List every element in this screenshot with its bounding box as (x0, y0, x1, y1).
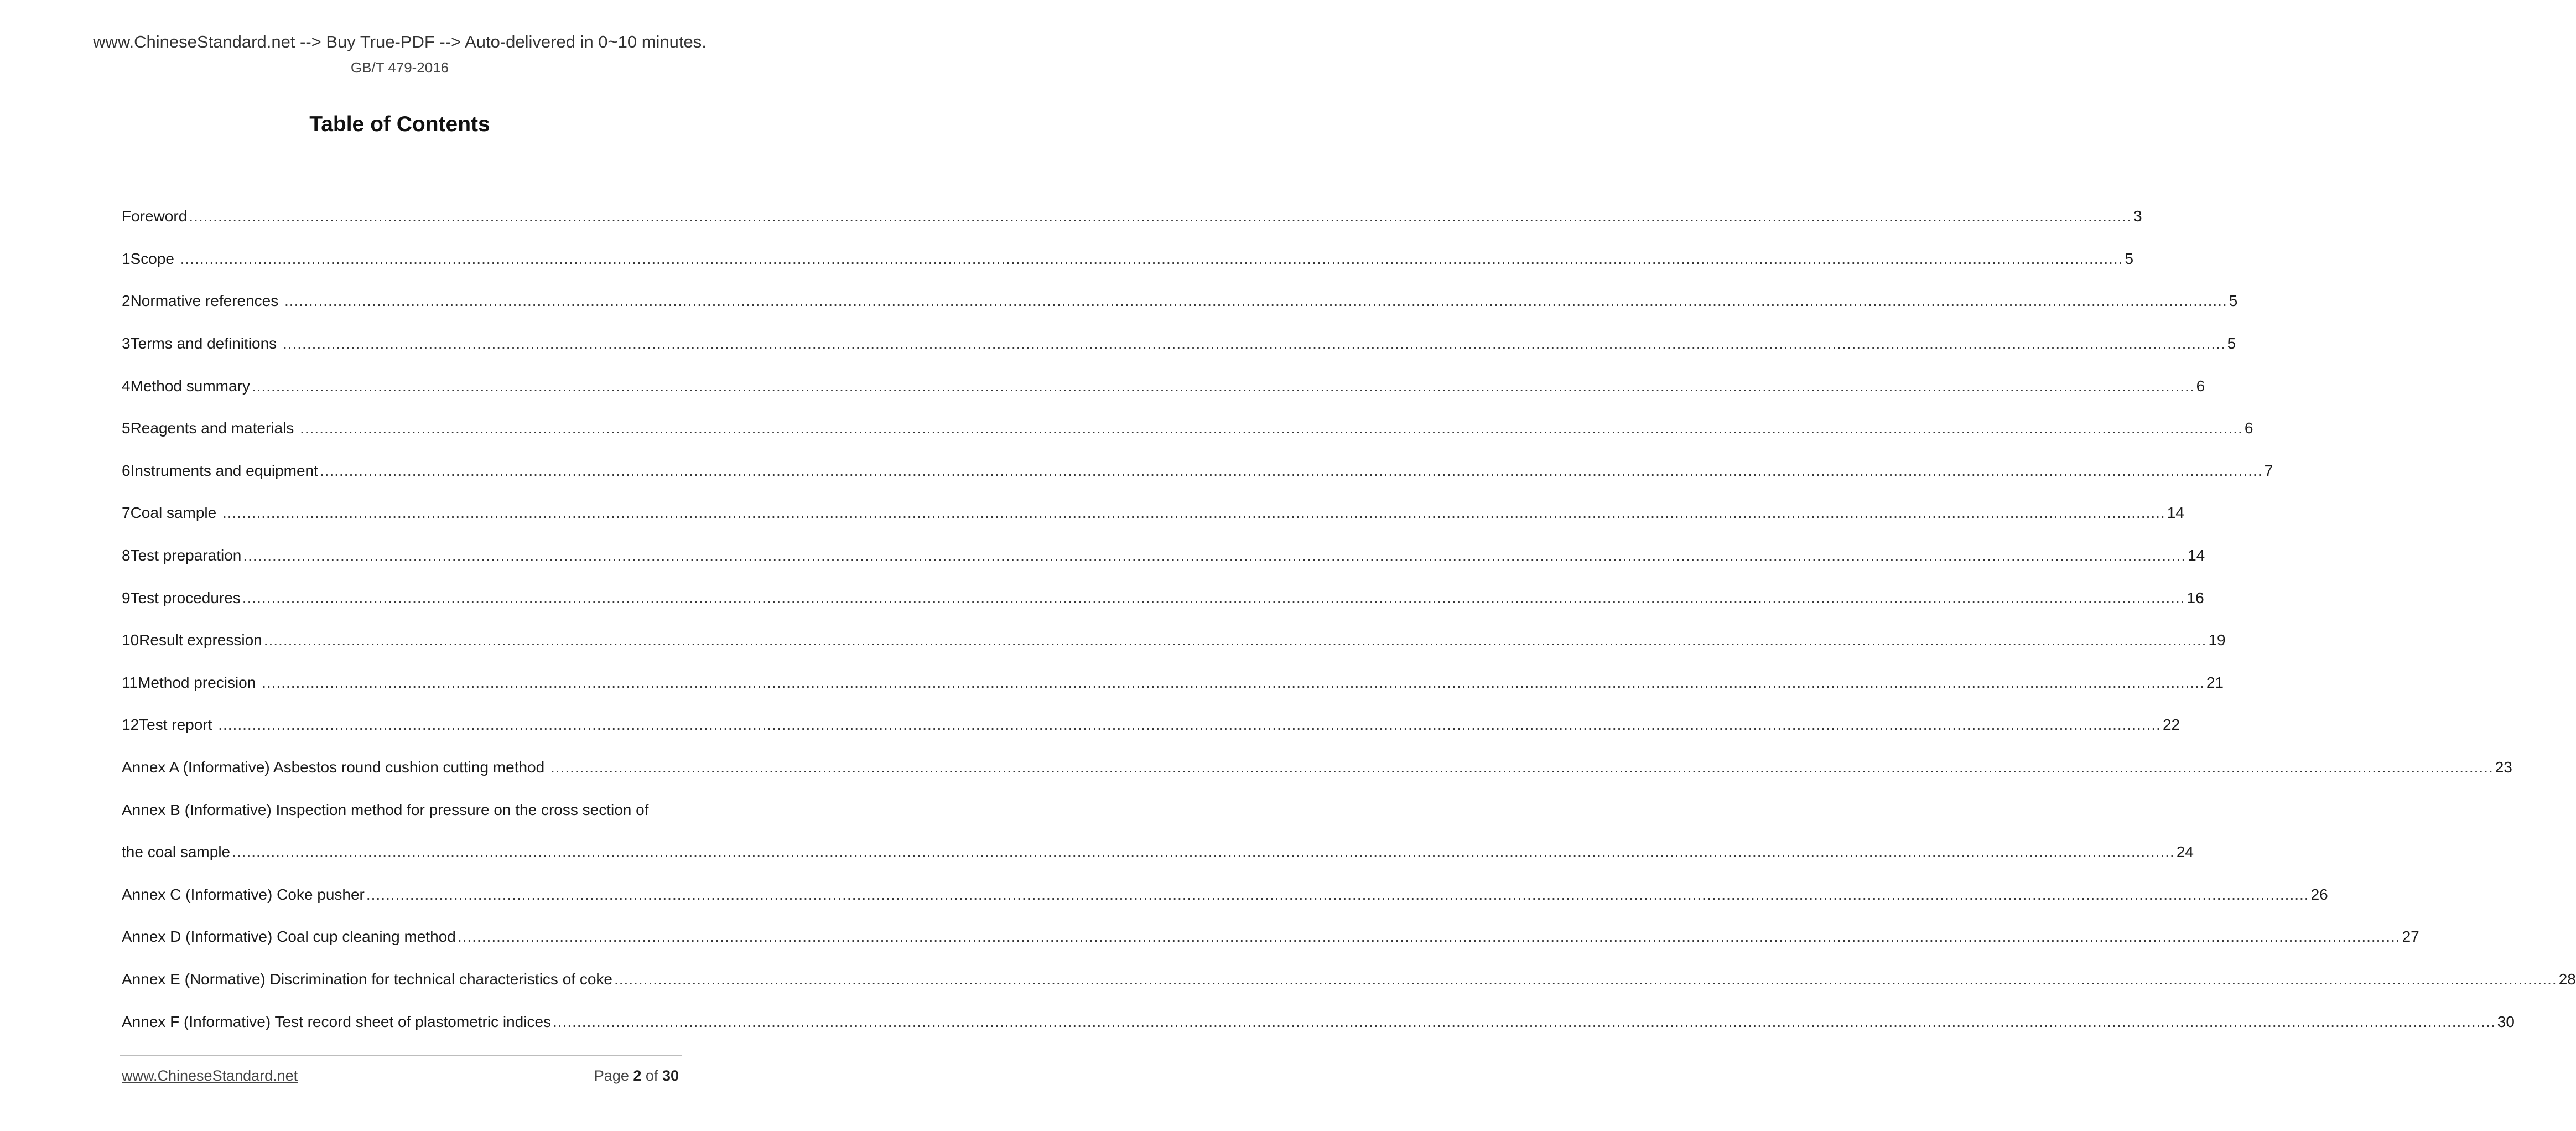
toc-leader-dots: ................................................................................................................................................................................................................................................................................................................................................................................................................ (243, 547, 2187, 564)
toc-entry[interactable] (122, 662, 2224, 704)
toc-leader-dots: ................................................................................................................................................................................................................................................................................................................................................................................................................ (319, 461, 2263, 479)
toc-entry-label: the coal sample (122, 843, 231, 861)
toc-leader-dots: ................................................................................................................................................................................................................................................................................................................................................................................................................ (457, 928, 2401, 946)
toc-entry-page: 5 (2125, 250, 2134, 267)
toc-leader-dots: ................................................................................................................................................................................................................................................................................................................................................................................................................ (232, 843, 2175, 861)
toc-leader-dots: ................................................................................................................................................................................................................................................................................................................................................................................................................ (251, 377, 2195, 395)
toc-entry-page: 28 (2558, 970, 2576, 988)
toc-entry[interactable] (122, 577, 2204, 619)
toc-leader-dots: ................................................................................................................................................................................................................................................................................................................................................................................................................ (614, 970, 2557, 988)
toc-entry-number: 12 (122, 716, 139, 734)
toc-entry-label: Method precision (138, 673, 261, 691)
toc-entry-number: 10 (122, 631, 139, 649)
toc-entry-page: 6 (2196, 377, 2205, 395)
toc-entry-label: Coal sample (130, 504, 221, 522)
toc-leader-dots: ................................................................................................................................................................................................................................................................................................................................................................................................................ (180, 250, 2123, 267)
toc-entry[interactable] (122, 535, 2205, 577)
toc-entry[interactable] (122, 874, 2328, 916)
toc-entry[interactable] (122, 1000, 2515, 1043)
page-of: of (645, 1067, 658, 1084)
toc-entry[interactable] (122, 407, 2253, 450)
toc-entry[interactable] (122, 492, 2184, 535)
toc-entry-page: 24 (2176, 843, 2194, 861)
toc-entry-page: 27 (2402, 928, 2419, 946)
toc-entry-label: Annex F (Informative) Test record sheet of plastometric indices (122, 1013, 552, 1030)
toc-entry-page: 3 (2133, 207, 2142, 225)
toc-entry-label: Test procedures (130, 589, 241, 606)
footer-site-link[interactable]: www.ChineseStandard.net (122, 1067, 298, 1084)
toc-entry-label: Annex A (Informative) Asbestos round cushion cutting method (122, 759, 549, 776)
toc-entry-label: Instruments and equipment (130, 461, 318, 479)
toc-entry[interactable] (122, 788, 682, 831)
toc-entry-label: Reagents and materials (130, 419, 299, 437)
toc-leader-dots: ................................................................................................................................................................................................................................................................................................................................................................................................................ (284, 292, 2227, 310)
toc-entry[interactable] (122, 195, 2142, 238)
toc-entry-label: Annex E (Normative) Discrimination for technical characteristics of coke (122, 970, 612, 988)
toc-entry[interactable] (122, 238, 2134, 281)
toc-entry-number: 11 (122, 673, 138, 691)
page-title: Table of Contents (309, 112, 490, 136)
toc-entry-label: Method summary (130, 377, 250, 395)
header-banner: www.ChineseStandard.net --> Buy True-PDF --> Auto-delivered in 0~10 minutes. (93, 32, 707, 51)
toc-entry[interactable] (122, 831, 2194, 874)
page-prefix: Page (594, 1067, 629, 1084)
table-of-contents (122, 195, 2576, 1043)
toc-entry-label: Normative references (130, 292, 283, 310)
toc-entry-number: 7 (122, 504, 131, 522)
toc-leader-dots: ................................................................................................................................................................................................................................................................................................................................................................................................................ (189, 207, 2132, 225)
standard-code: GB/T 479-2016 (350, 59, 449, 76)
current-page: 2 (633, 1067, 642, 1084)
toc-leader-dots: ................................................................................................................................................................................................................................................................................................................................................................................................................ (553, 1013, 2496, 1030)
toc-entry[interactable] (122, 746, 2512, 789)
toc-entry-label: Scope (130, 250, 179, 267)
toc-entry-number: 3 (122, 335, 131, 352)
toc-entry-page: 14 (2188, 547, 2205, 564)
toc-entry[interactable] (122, 619, 2226, 662)
toc-entry-page: 26 (2310, 885, 2328, 903)
toc-entry-label: Annex C (Informative) Coke pusher (122, 885, 365, 903)
toc-entry-page: 5 (2227, 335, 2236, 352)
toc-entry-number: 4 (122, 377, 131, 395)
total-pages: 30 (662, 1067, 679, 1084)
toc-entry-number: 6 (122, 461, 131, 479)
toc-entry-page: 5 (2229, 292, 2238, 310)
toc-entry-number: 9 (122, 589, 131, 606)
toc-entry-page: 19 (2208, 631, 2226, 649)
toc-leader-dots: ................................................................................................................................................................................................................................................................................................................................................................................................................ (282, 335, 2226, 352)
toc-entry-label: Annex B (Informative) Inspection method for pressure on the cross section of (122, 801, 649, 818)
toc-leader-dots: ................................................................................................................................................................................................................................................................................................................................................................................................................ (550, 759, 2494, 776)
toc-entry-page: 14 (2167, 504, 2184, 522)
toc-entry-label: Test report (139, 716, 217, 734)
toc-entry[interactable] (122, 916, 2419, 958)
toc-entry[interactable] (122, 450, 2273, 492)
toc-entry-page: 30 (2497, 1013, 2515, 1030)
toc-leader-dots: ................................................................................................................................................................................................................................................................................................................................................................................................................ (222, 504, 2165, 522)
toc-entry-label: Terms and definitions (130, 335, 281, 352)
toc-entry-number: 8 (122, 547, 131, 564)
toc-leader-dots: ................................................................................................................................................................................................................................................................................................................................................................................................................ (262, 673, 2205, 691)
toc-leader-dots: ................................................................................................................................................................................................................................................................................................................................................................................................................ (218, 716, 2161, 734)
toc-entry-page: 16 (2187, 589, 2204, 606)
toc-entry-label: Foreword (122, 207, 188, 225)
toc-entry-number: 1 (122, 250, 131, 267)
toc-entry[interactable] (122, 280, 2238, 323)
toc-entry[interactable] (122, 958, 2576, 1001)
footer-divider (120, 1055, 682, 1056)
toc-leader-dots: ................................................................................................................................................................................................................................................................................................................................................................................................................ (300, 419, 2243, 437)
toc-entry-page: 21 (2206, 673, 2224, 691)
toc-entry[interactable] (122, 323, 2236, 365)
toc-entry-label: Annex D (Informative) Coal cup cleaning method (122, 928, 456, 946)
footer-page-indicator (594, 1067, 679, 1085)
toc-entry-label: Test preparation (130, 547, 242, 564)
toc-entry-label: Result expression (139, 631, 262, 649)
toc-entry[interactable] (122, 365, 2205, 407)
toc-entry-page: 23 (2495, 759, 2512, 776)
toc-entry-page: 6 (2244, 419, 2253, 437)
toc-entry[interactable] (122, 704, 2180, 746)
toc-leader-dots: ................................................................................................................................................................................................................................................................................................................................................................................................................ (263, 631, 2207, 649)
toc-leader-dots: ................................................................................................................................................................................................................................................................................................................................................................................................................ (366, 885, 2309, 903)
toc-entry-number: 2 (122, 292, 131, 310)
toc-entry-page: 7 (2264, 461, 2273, 479)
toc-entry-page: 22 (2162, 716, 2180, 734)
toc-leader-dots: ................................................................................................................................................................................................................................................................................................................................................................................................................ (242, 589, 2185, 606)
toc-entry-number: 5 (122, 419, 131, 437)
